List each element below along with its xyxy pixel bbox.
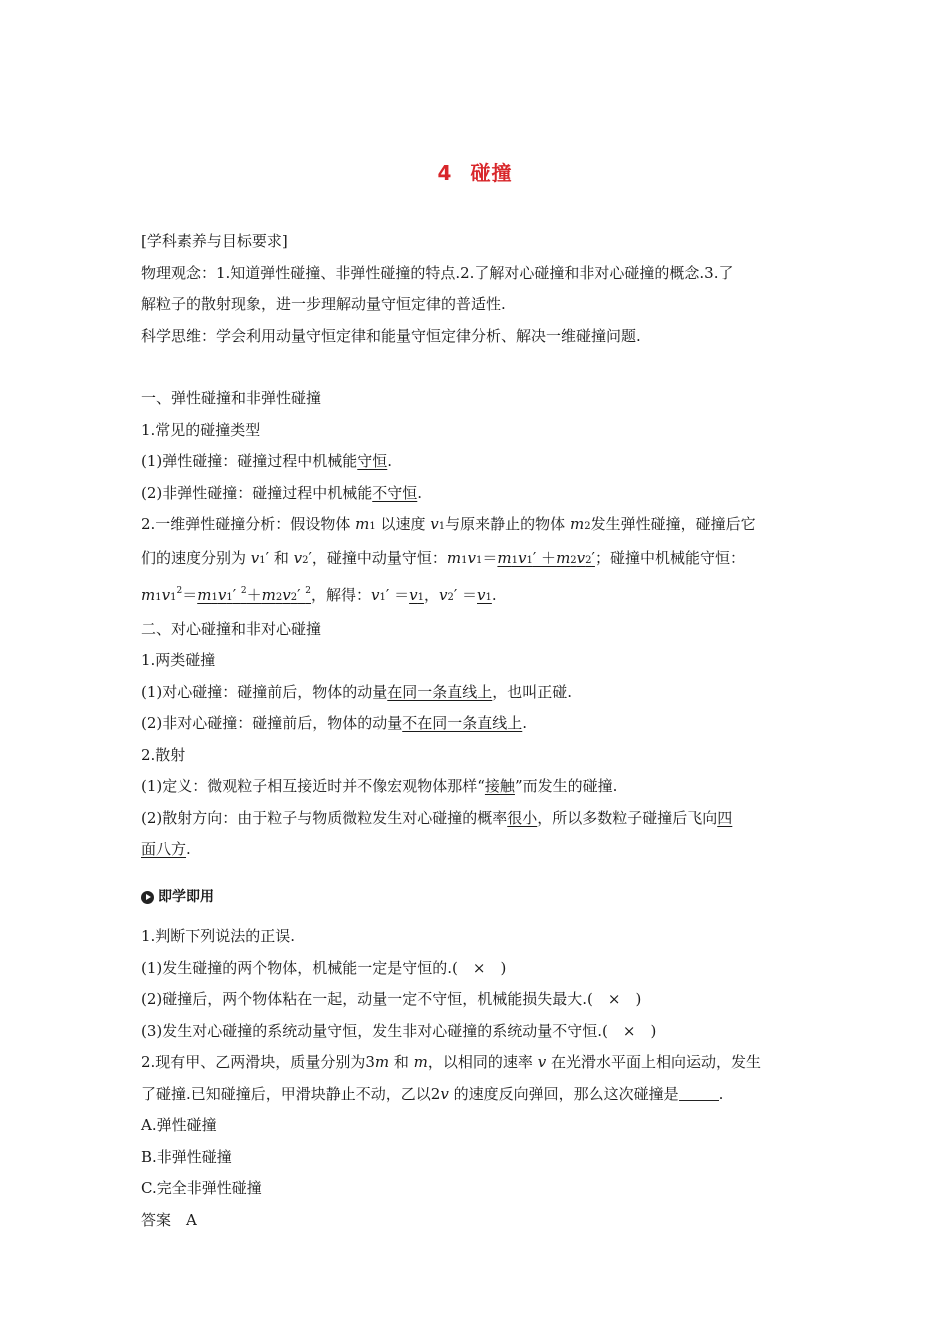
section-number: 4 — [437, 161, 453, 185]
question-item: (1)发生碰撞的两个物体，机械能一定是守恒的.( × ) — [141, 958, 507, 977]
answer: 面八方 — [141, 840, 187, 858]
section-heading: 二、对心碰撞和非对心碰撞 — [141, 619, 322, 638]
fill-item: (2)散射方向：由于粒子与物质微粒发生对心碰撞的概率很小，所以多数粒子碰撞后飞向四 — [141, 808, 733, 827]
answer: 很小 — [507, 808, 538, 827]
answer: 守恒 — [357, 452, 388, 470]
option: B.非弹性碰撞 — [141, 1147, 232, 1166]
goals-line: 科学思维：学会利用动量守恒定律和能量守恒定律分析、解决一维碰撞问题. — [141, 326, 641, 345]
subheading: 2.散射 — [141, 745, 186, 764]
answer: 四 — [717, 808, 733, 827]
question-item: (2)碰撞后，两个物体粘在一起，动量一定不守恒，机械能损失最大.( × ) — [141, 990, 642, 1008]
answer: v — [409, 586, 418, 604]
goals-line: 物理观念：1.知道弹性碰撞、非弹性碰撞的特点.2.了解对心碰撞和非对心碰撞的概念.3.了 — [141, 263, 734, 282]
answer-line: 答案 A — [141, 1210, 197, 1229]
section-heading: 一、弹性碰撞和非弹性碰撞 — [141, 389, 322, 407]
fill-item: (1)弹性碰撞：碰撞过程中机械能守恒. — [141, 452, 393, 470]
document-body — [141, 226, 813, 1236]
question: 了碰撞.已知碰撞后，甲滑块静止不动，乙以2v 的速度反向弹回，那么这次碰撞是 . — [141, 1084, 724, 1103]
play-circle-icon — [141, 891, 154, 904]
option: A.弹性碰撞 — [141, 1116, 217, 1134]
subheading: 1.两类碰撞 — [141, 651, 216, 669]
paragraph: $m1v1^2=m1v1'$ $^2$＋m2v2′ $^2$，解得：v1′ ＝v1，v2′ ＝v1. — [141, 586, 497, 604]
answer: m1v1′ ＋m2v2′ — [497, 548, 595, 567]
paragraph: 2.一维弹性碰撞分析：假设物体 m1 以速度 v1与原来静止的物体 m2发生弹性碰撞，碰撞后它 — [141, 515, 756, 533]
fill-item: 面八方. — [141, 840, 191, 858]
practice-tag — [141, 882, 813, 914]
answer: 不在同一条直线上 — [402, 714, 523, 732]
fill-item: (2)非弹性碰撞：碰撞过程中机械能不守恒. — [141, 483, 423, 502]
answer: 接触 — [484, 777, 515, 795]
page-title — [0, 157, 950, 186]
fill-item: (2)非对心碰撞：碰撞前后，物体的动量不在同一条直线上. — [141, 714, 528, 732]
option: C.完全非弹性碰撞 — [141, 1179, 262, 1197]
fill-item: (1)对心碰撞：碰撞前后，物体的动量在同一条直线上，也叫正碰. — [141, 682, 573, 701]
answer: v — [477, 586, 486, 604]
paragraph: 们的速度分别为 v1′ 和 v2′，碰撞中动量守恒：m1v1＝m1v1′ ＋m2v2′；碰撞中机械能守恒： — [141, 548, 745, 567]
section-title: 碰撞 — [470, 161, 513, 185]
practice-tag-label: 即学即用 — [158, 888, 214, 905]
question: 2.现有甲、乙两滑块，质量分别为3m 和 m，以相同的速率 v 在光滑水平面上相向运动，发生 — [141, 1053, 761, 1071]
answer: 在同一条直线上 — [387, 682, 493, 701]
question: 1.判断下列说法的正误. — [141, 927, 296, 945]
goals-line: 解粒子的散射现象，进一步理解动量守恒定律的普适性. — [141, 295, 506, 313]
question-item: (3)发生对心碰撞的系统动量守恒，发生非对心碰撞的系统动量不守恒.( × ) — [141, 1021, 657, 1040]
answer: m1v1′ $^2$＋m2v2′ $^2$ — [197, 586, 312, 604]
fill-item: (1)定义：微观粒子相互接近时并不像宏观物体那样“接触”而发生的碰撞. — [141, 777, 618, 795]
goals-heading: [学科素养与目标要求] — [141, 232, 288, 250]
answer: 不守恒 — [372, 483, 418, 502]
subheading: 1.常见的碰撞类型 — [141, 420, 261, 439]
answer-blank — [679, 1084, 719, 1101]
